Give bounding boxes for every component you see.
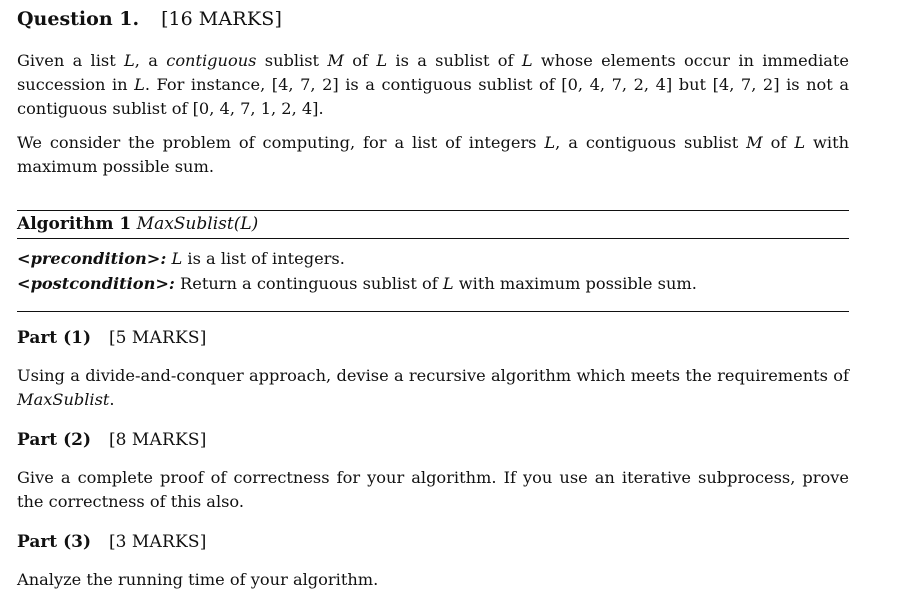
text-run: of bbox=[343, 51, 377, 70]
text-run: , a contiguous sublist bbox=[555, 133, 747, 152]
part-1-marks bbox=[109, 328, 206, 348]
text-run: Using a divide-and-conquer approach, devise a recursive algorithm which meets the requirements of bbox=[17, 366, 849, 385]
text-run: , a bbox=[134, 51, 167, 70]
math-var: L bbox=[442, 274, 454, 293]
text-run: . bbox=[109, 390, 115, 409]
postcondition-label: <postcondition>: bbox=[17, 274, 175, 293]
intro-paragraph-1 bbox=[17, 49, 849, 121]
part-1-title: Part (1) bbox=[17, 328, 91, 348]
algorithm-name: MaxSublist(L) bbox=[136, 214, 259, 234]
postcondition-text: with maximum possible sum. bbox=[453, 274, 697, 293]
text-run: is a sublist of bbox=[387, 51, 522, 70]
postcondition-line bbox=[17, 272, 697, 296]
algorithm-heading bbox=[17, 212, 258, 236]
text-run: whose elements occur in immediate succession in bbox=[17, 51, 849, 94]
part-2-marks bbox=[109, 430, 206, 450]
precondition-text: is a list of integers. bbox=[182, 249, 345, 268]
emphasis-contiguous: contiguous bbox=[166, 51, 257, 70]
part-1-text bbox=[17, 364, 849, 412]
marks-word: MARKS bbox=[131, 328, 200, 348]
question-marks-close: ] bbox=[274, 8, 282, 30]
text-run: of bbox=[762, 133, 795, 152]
question-heading bbox=[17, 8, 282, 30]
algorithm-top-rule bbox=[17, 210, 849, 211]
question-marks-open: [16 bbox=[161, 8, 199, 30]
text-run: We consider the problem of computing, for a list of integers bbox=[17, 133, 545, 152]
math-var: L bbox=[794, 133, 806, 152]
question-marks-word: MARKS bbox=[198, 8, 275, 30]
marks-close: ] bbox=[199, 532, 207, 552]
marks-word: MARKS bbox=[131, 532, 200, 552]
part-3-title: Part (3) bbox=[17, 532, 91, 552]
question-marks bbox=[161, 8, 282, 30]
marks-open: [3 bbox=[109, 532, 132, 552]
part-2-heading bbox=[17, 428, 206, 452]
math-var: L bbox=[376, 51, 388, 70]
marks-open: [5 bbox=[109, 328, 132, 348]
part-3-text: Analyze the running time of your algorithm. bbox=[17, 570, 379, 589]
part-1-heading bbox=[17, 326, 206, 350]
marks-word: MARKS bbox=[131, 430, 200, 450]
marks-close: ] bbox=[199, 328, 207, 348]
math-var: M bbox=[746, 133, 763, 152]
precondition-label: <precondition>: bbox=[17, 249, 167, 268]
text-run: with maximum possible sum. bbox=[17, 133, 850, 176]
text-run: . For instance, [4, 7, 2] is a contiguous sublist of [0, 4, 7, 2, 4] but [4, 7, 2] is not a contiguous sublist of [0, 4, 7, 1, 2, 4]. bbox=[17, 75, 849, 118]
math-var: L bbox=[134, 75, 145, 94]
math-var: L bbox=[544, 133, 556, 152]
text-run: sublist bbox=[256, 51, 328, 70]
math-var: L bbox=[521, 51, 533, 70]
marks-close: ] bbox=[199, 430, 207, 450]
algorithm-bottom-rule bbox=[17, 311, 849, 312]
part-3-marks bbox=[109, 532, 206, 552]
math-var: L bbox=[124, 51, 135, 70]
math-var: M bbox=[327, 51, 344, 70]
part-2-text: Give a complete proof of correctness for your algorithm. If you use an iterative subprocess, prove the correctness of this also. bbox=[17, 468, 849, 511]
precondition-line bbox=[17, 247, 345, 271]
math-var: L bbox=[171, 249, 183, 268]
intro-paragraph-2 bbox=[17, 131, 849, 179]
part-2-title: Part (2) bbox=[17, 430, 91, 450]
algorithm-label: Algorithm 1 bbox=[17, 214, 132, 234]
algorithm-mid-rule bbox=[17, 238, 849, 239]
algorithm-ref: MaxSublist bbox=[17, 390, 110, 409]
question-title: Question 1. bbox=[17, 8, 140, 30]
marks-open: [8 bbox=[109, 430, 132, 450]
part-3-heading bbox=[17, 530, 206, 554]
text-run: Given a list bbox=[17, 51, 125, 70]
postcondition-text: Return a continguous sublist of bbox=[174, 274, 443, 293]
